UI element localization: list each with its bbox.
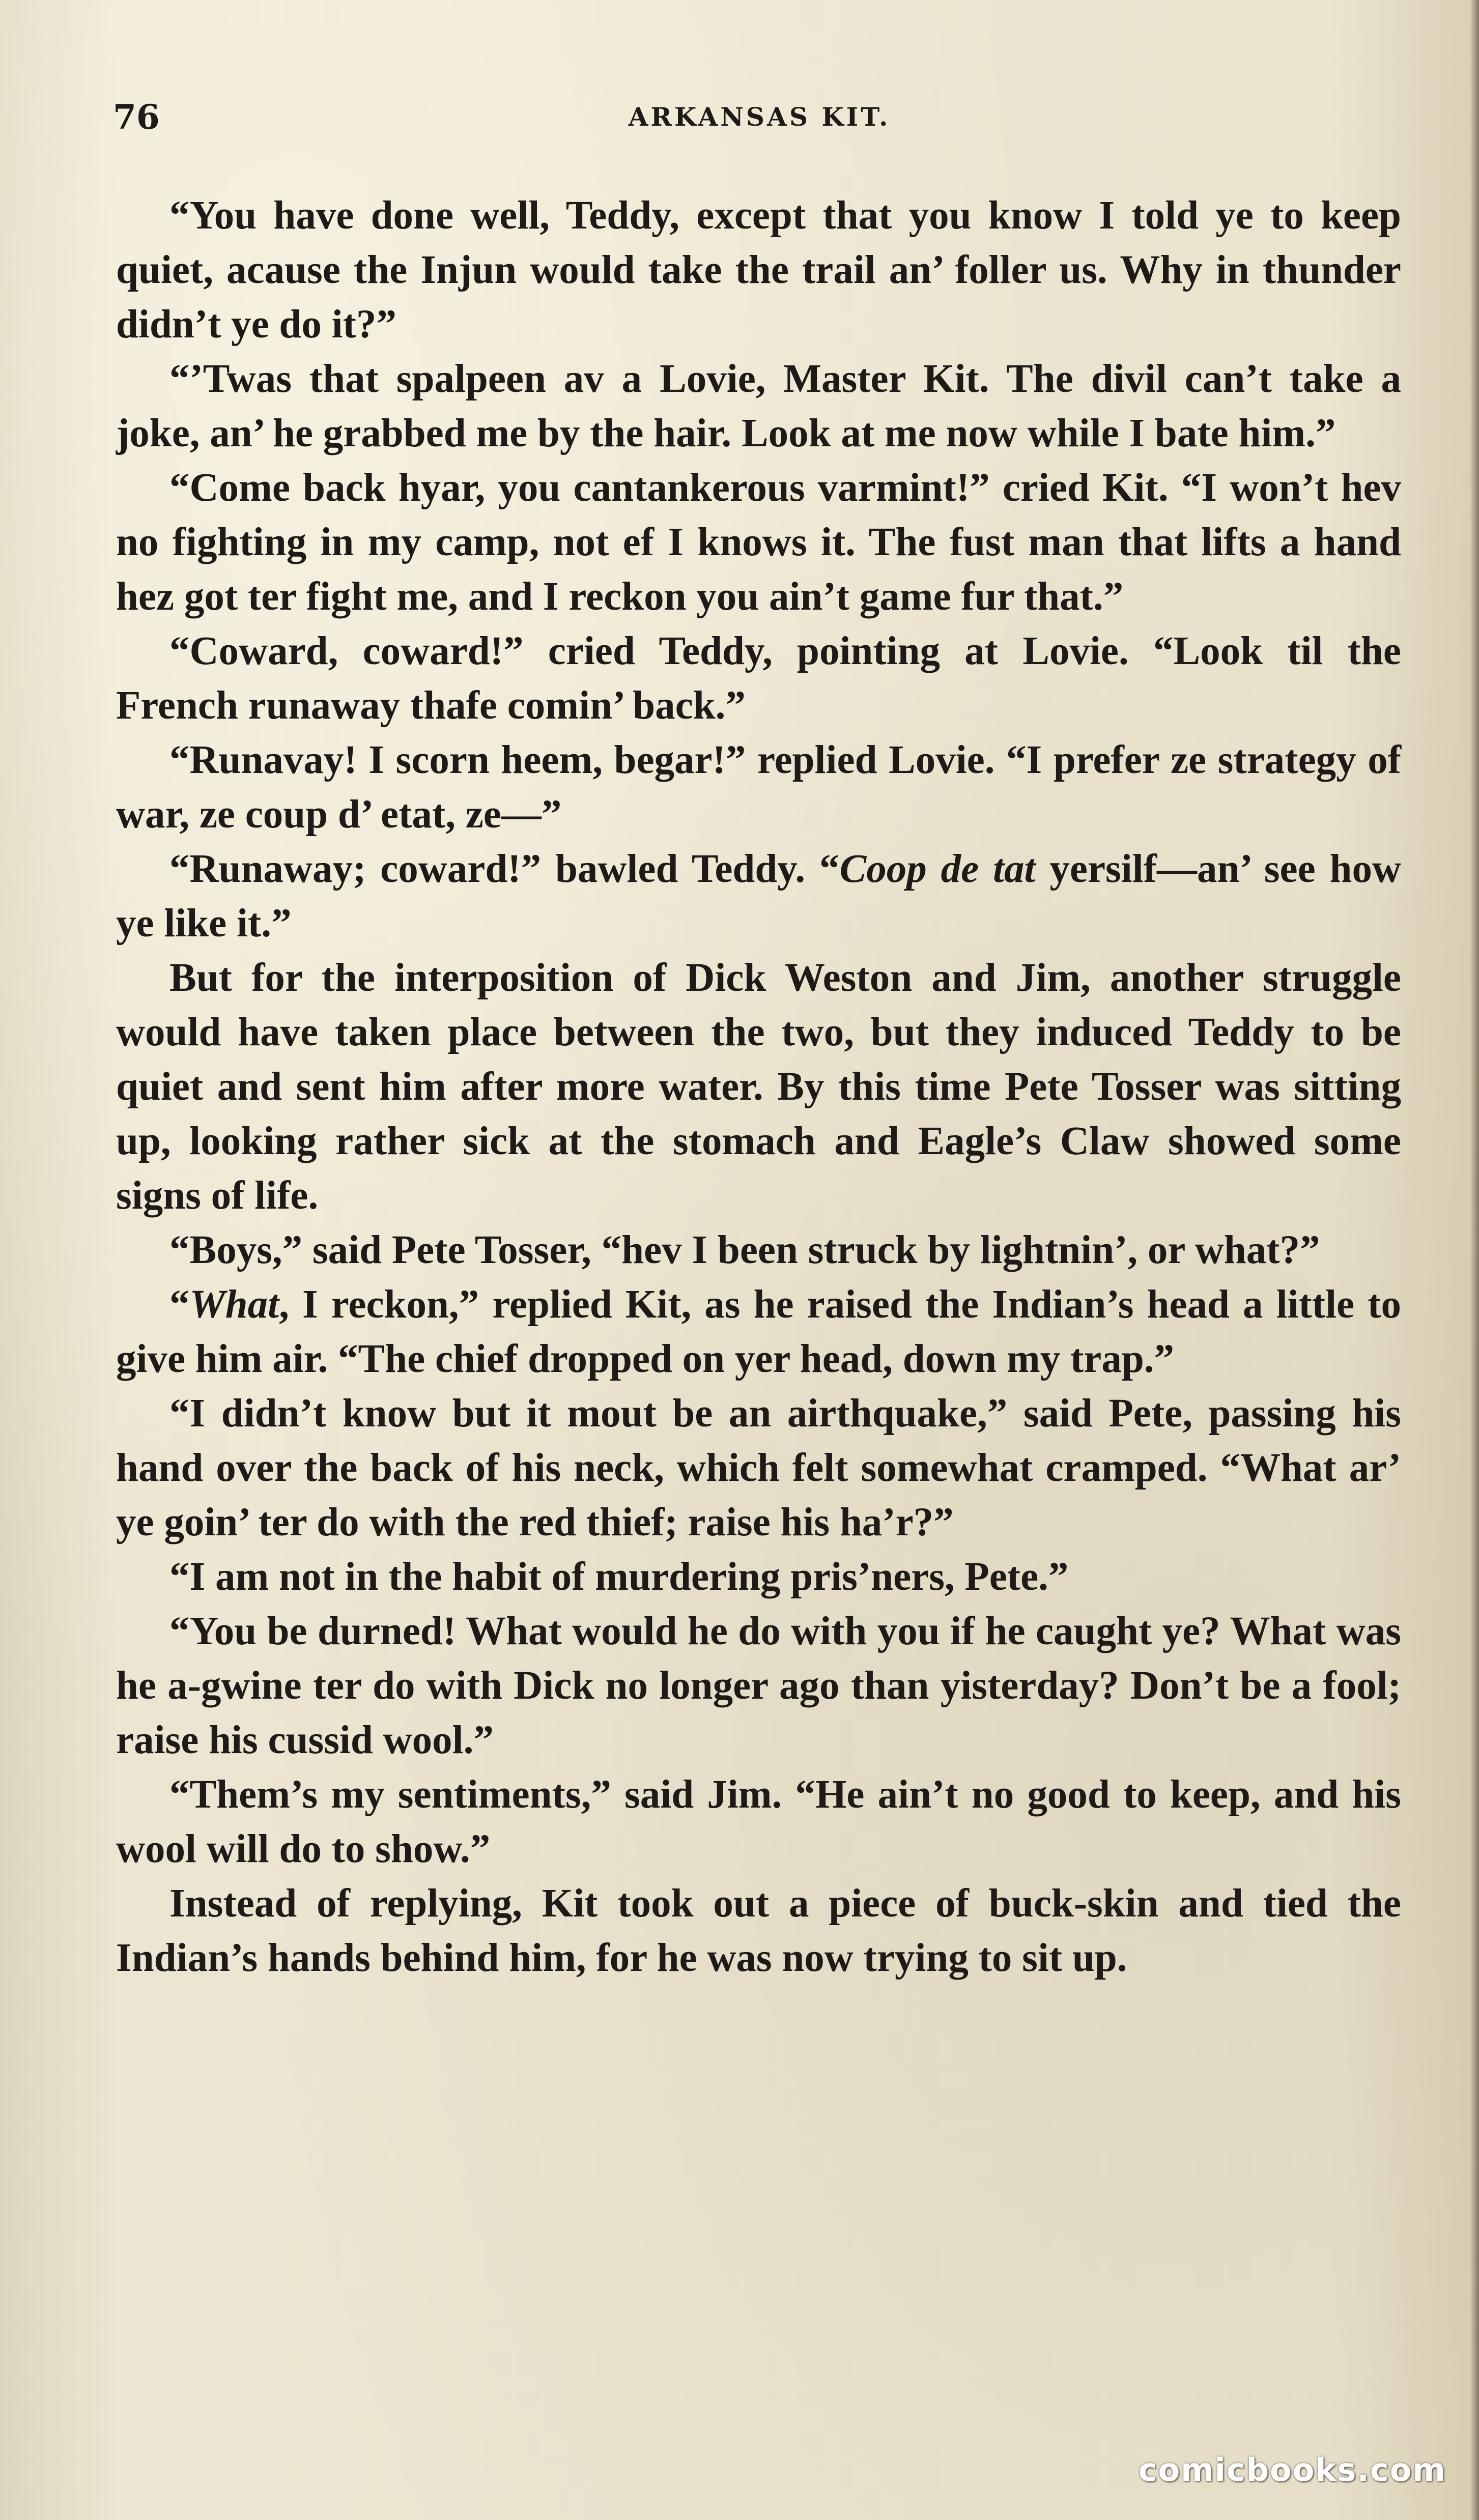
paragraph-text: , I reckon,” replied Kit, as he raised the Indian’s head a little to give him air. “The chief dropped on yer head, down my trap.” <box>116 1282 1401 1381</box>
paragraph: “I am not in the habit of murdering pris’ners, Pete.” <box>169 1555 1069 1599</box>
paragraph: But for the interposition of Dick Weston and Jim, another struggle would have taken place between the two, but they induced Teddy to be quiet and sent him after more water. By this time Pete Tosser was sitting up, looking rather sick at the stomach and Eagle’s Claw showed some signs of life. <box>116 956 1401 1218</box>
watermark: comicbooks.com <box>1138 2451 1446 2488</box>
paragraph: “Them’s my sentiments,” said Jim. “He ain’t no good to keep, and his wool will do to show.” <box>116 1772 1401 1871</box>
paragraph: “Coward, coward!” cried Teddy, pointing at Lovie. “Look til the French runaway thafe comin’ back.” <box>116 629 1401 728</box>
paragraph: “Boys,” said Pete Tosser, “hev I been struck by lightnin’, or what?” <box>169 1228 1320 1272</box>
running-title: ARKANSAS KIT. <box>628 102 891 132</box>
paragraph: “Come back hyar, you cantankerous varmint!” cried Kit. “I won’t hev no fighting in my camp, not ef I knows it. The fust man that lifts a hand hez got ter fight me, and I reckon you ain’t game fur that.” <box>116 466 1401 619</box>
paragraph: “You have done well, Teddy, except that you know I told ye to keep quiet, acause the Injun would take the trail an’ foller us. Why in thunder didn’t ye do it?” <box>116 193 1401 347</box>
paragraph <box>116 842 1401 951</box>
paragraph-text: yersilf—an’ see how ye like it.” <box>116 847 1402 946</box>
paragraph: “I didn’t know but it mout be an airthquake,” said Pete, passing his hand over the back of his neck, which felt somewhat cramped. “What ar’ ye goin’ ter do with the red thief; raise his ha’r?” <box>116 1391 1401 1544</box>
paragraph-text: “ <box>169 1282 190 1327</box>
page-edge-shadow <box>1470 0 1479 2520</box>
paragraph <box>116 1277 1401 1386</box>
paragraph: “Runavay! I scorn heem, begar!” replied Lovie. “I prefer ze strategy of war, ze coup d’ etat, ze—” <box>116 738 1401 837</box>
body-text <box>116 188 1401 1985</box>
page-number: 76 <box>113 97 160 137</box>
paragraph: “You be durned! What would he do with you if he caught ye? What was he a-gwine ter do with Dick no longer ago than yisterday? Don’t be a fool; raise his cussid wool.” <box>116 1609 1401 1762</box>
page-header <box>113 94 1406 140</box>
paragraph-text: “Runaway; coward!” bawled Teddy. “ <box>169 847 840 891</box>
paragraph: Instead of replying, Kit took out a piece of buck-skin and tied the Indian’s hands behind him, for he was now trying to sit up. <box>116 1881 1401 1980</box>
italic-text: Coop de tat <box>839 847 1036 891</box>
italic-text: What <box>189 1282 279 1327</box>
paragraph: “’Twas that spalpeen av a Lovie, Master Kit. The divil can’t take a joke, an’ he grabbed me by the hair. Look at me now while I bate him.” <box>116 357 1401 455</box>
